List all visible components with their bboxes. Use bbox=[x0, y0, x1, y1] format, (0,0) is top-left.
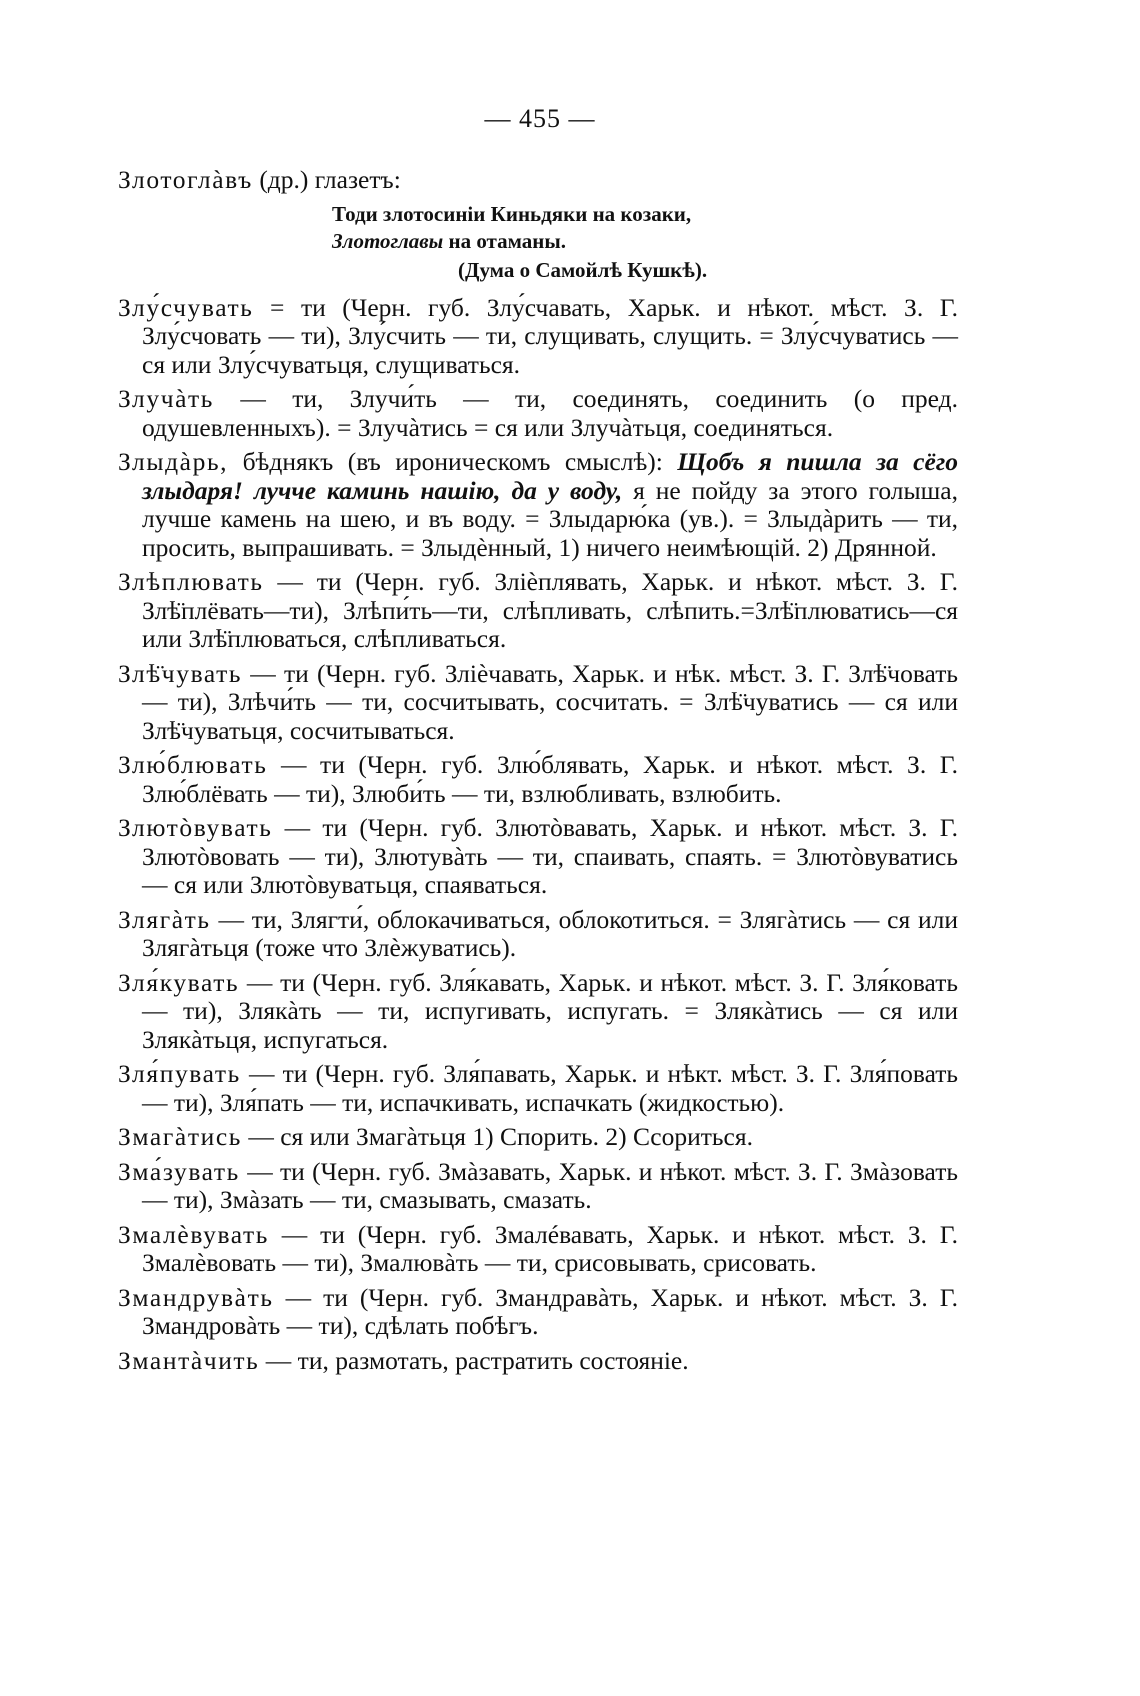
definition: — ти (Черн. губ. Змалéвавать, Харьк. и нѣкот. мѣст. З. Г. Змалѐвовать — ти), Змалювàть — ти, срисовывать, срисовать. bbox=[142, 1219, 958, 1277]
headword: Змалѐвувать bbox=[118, 1219, 269, 1249]
definition-part-b: я не пойду за этого голыша, лучше камень на шею, и въ воду. = Злыдарю́ка (ув.). = Злыдàрить — ти, просить, выпрашивать. = Злыдѐнный, 1) ничего неимѣющiй. 2) Дрянной. bbox=[142, 475, 958, 562]
definition: — ти (Черн. губ. Зля́павать, Харьк. и нѣкт. мѣст. З. Г. Зля́повать — ти), Зля́пать — ти, испачкивать, испачкать (жидкостью). bbox=[142, 1059, 958, 1117]
definition: — ти (Черн. губ. Змандравàть, Харьк. и нѣкот. мѣст. З. Г. Змандровàть — ти), сдѣлать побѣгъ. bbox=[142, 1282, 958, 1340]
headword: Злягàть bbox=[118, 904, 211, 934]
headword: Злучàть bbox=[118, 384, 215, 413]
definition: — ти, размотать, растратить состоянiе. bbox=[259, 1345, 689, 1375]
definition: — ти (Черн. губ. Змàзавать, Харьк. и нѣкот. мѣст. З. Г. Змàзовать — ти), Змàзать — ти, смазывать, смазать. bbox=[142, 1156, 958, 1214]
headword: Змантàчить bbox=[118, 1345, 260, 1375]
entry-zmazuvat bbox=[118, 1158, 958, 1215]
headword: Зля́пувать bbox=[118, 1059, 241, 1088]
entry-zmandruvat bbox=[118, 1284, 958, 1341]
entry-zlyublyuvat bbox=[118, 751, 958, 808]
page-number: — 455 — bbox=[484, 104, 596, 133]
headword: Злыдàрь, bbox=[118, 447, 229, 476]
headword: Злотоглàвъ bbox=[118, 165, 253, 194]
usage-example: Щобъ я пишла за сёго злыдаря! лучче каминь нашiю, да у воду, bbox=[142, 447, 958, 505]
definition: — ся или Змагàтьця 1) Спорить. 2) Ссориться. bbox=[241, 1122, 753, 1151]
entry-zlydar bbox=[118, 448, 958, 562]
definition: — ти, Злягти́, облокачиваться, облокотиться. = Злягàтись — ся или Злягàтьця (тоже что Злѐжуватись). bbox=[142, 904, 958, 962]
headword: Злѣплювать bbox=[118, 567, 264, 596]
entry-zluchat bbox=[118, 385, 958, 442]
quotation-italic-word: Злотоглавы bbox=[332, 228, 444, 253]
definition: — ти (Черн. губ. Зля́кавать, Харьк. и нѣкот. мѣст. З. Г. Зля́ковать — ти), Злякàть — ти, испугивать, испугать. = Злякàтись — ся или Злякàтьця, испугаться. bbox=[142, 967, 958, 1054]
definition: (др.) глазетъ: bbox=[252, 165, 401, 194]
definition: — ти (Черн. губ. Злiѐплявать, Харьк. и нѣкот. мѣст. З. Г. Злѣ̈плёвать—ти), Злѣпи́ть—ти, слѣпливать, слѣпить.=Злѣ̈плюватись—ся или Злѣ̈плюваться, слѣпливаться. bbox=[142, 567, 958, 653]
entry-zmagatis bbox=[118, 1123, 958, 1152]
headword: Злѣ̈чувать bbox=[118, 658, 243, 688]
definition: — ти (Черн. губ. Злiѐчавать, Харьк. и нѣк. мѣст. З. Г. Злѣ̈човать — ти), Злѣчи́ть — ти, сосчитывать, сосчитать. = Злѣ̈чуватись — ся или Злѣ̈чуватьця, сосчитываться. bbox=[142, 658, 958, 745]
quotation-block bbox=[332, 201, 958, 284]
quotation-line-2 bbox=[332, 228, 958, 255]
entry-zlyakuvat bbox=[118, 969, 958, 1055]
quotation-line-1: Тоди злотосинiи Киньдяки на козаки, bbox=[332, 201, 692, 226]
quotation-line-2-rest: на отаманы. bbox=[443, 228, 567, 253]
headword: Злу́счувать bbox=[118, 292, 254, 322]
entry-zleplyuvat bbox=[118, 568, 958, 654]
headword: Зма́зувать bbox=[118, 1156, 240, 1186]
definition: — ти, Злучи́ть — ти, соединять, соединить (о пред. одушевленныхъ). = Злучàтись = ся или Злучàтьця, соединяться. bbox=[142, 384, 958, 442]
entry-zlyutovuvat bbox=[118, 814, 958, 900]
definition: = ти (Черн. губ. Злу́счавать, Харьк. и нѣкот. мѣст. З. Г. Злу́счовать — ти), Злу́счить — ти, слущивать, слущить. = Злу́счуватись — ся или Злу́счуватьця, слущиваться. bbox=[142, 292, 958, 379]
definition: — ти (Черн. губ. Злютòвавать, Харьк. и нѣкот. мѣст. З. Г. Злютòвовать — ти), Злютувàть — ти, спаивать, спаять. = Злютòвуватись — ся или Злютòвуватьця, спаяваться. bbox=[142, 813, 958, 899]
entry-zlusschuvat bbox=[118, 294, 958, 380]
definition-part-a: бѣднякъ (въ ироническомъ смыслѣ): bbox=[228, 447, 678, 476]
dictionary-entries bbox=[118, 166, 958, 1381]
entry-zlyapuvat bbox=[118, 1060, 958, 1117]
entry-zmalevuvat bbox=[118, 1221, 958, 1278]
headword: Злютòвувать bbox=[118, 813, 273, 842]
entry-zlechuvat bbox=[118, 660, 958, 746]
headword: Зля́кувать bbox=[118, 967, 240, 997]
headword: Злю́блювать bbox=[118, 750, 268, 779]
headword: Змагàтись bbox=[118, 1122, 242, 1151]
quotation-source: (Дума о Самойлѣ Кушкѣ). bbox=[458, 257, 708, 282]
entry-zmantachit bbox=[118, 1347, 958, 1376]
definition: — ти (Черн. губ. Злю́блявать, Харьк. и нѣкот. мѣст. З. Г. Злю́блёвать — ти), Злюби́ть — ти, взлюбливать, взлюбить. bbox=[142, 750, 958, 808]
entry-zlotoglav bbox=[118, 166, 958, 195]
entry-zlyagat bbox=[118, 906, 958, 963]
headword: Змандрувàть bbox=[118, 1282, 274, 1312]
